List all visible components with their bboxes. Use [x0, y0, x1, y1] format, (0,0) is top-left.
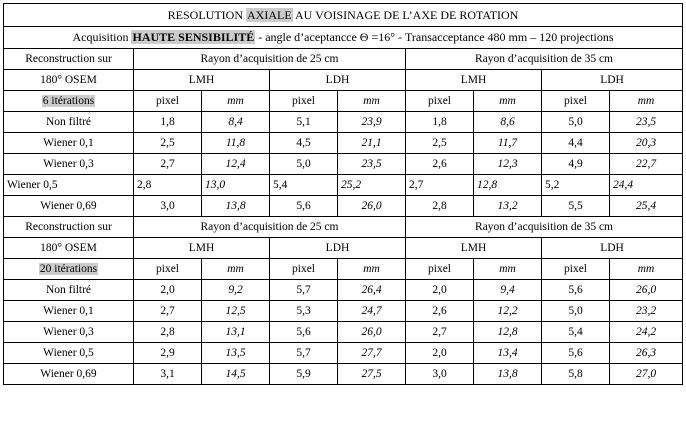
- mm-header: mm: [610, 91, 683, 112]
- mm-value: 13,1: [202, 322, 270, 343]
- acquisition-subtitle: Acquisition HAUTE SENSIBILITÉ - angle d’aceptancce Θ =16° - Transacceptance 480 mm – 120 projections: [4, 27, 683, 49]
- pixel-header: pixel: [542, 259, 610, 280]
- pixel-header: pixel: [406, 259, 474, 280]
- mm-value: 24,2: [610, 322, 683, 343]
- mm-header: mm: [338, 91, 406, 112]
- pixel-value: 2,5: [134, 133, 202, 154]
- pixel-value: 4,5: [270, 133, 338, 154]
- pixel-value: 3,1: [134, 364, 202, 385]
- pixel-value: 5,3: [270, 301, 338, 322]
- lmh-header: LMH: [134, 70, 270, 91]
- pixel-value: 5,0: [270, 154, 338, 175]
- table-row: [4, 154, 683, 175]
- pixel-value: 4,4: [542, 133, 610, 154]
- mm-value: 26,3: [610, 343, 683, 364]
- ldh-header: LDH: [270, 70, 406, 91]
- row-label: Wiener 0,5: [4, 175, 134, 196]
- mm-value: 23,5: [610, 112, 683, 133]
- pixel-header: pixel: [134, 91, 202, 112]
- pixel-value: 5,0: [542, 112, 610, 133]
- mm-value: 23,5: [338, 154, 406, 175]
- mm-value: 12,4: [202, 154, 270, 175]
- mm-header: mm: [202, 91, 270, 112]
- pixel-value: 5,1: [270, 112, 338, 133]
- mm-header: mm: [202, 259, 270, 280]
- pixel-value: 5,6: [270, 196, 338, 217]
- mm-value: 22,7: [610, 154, 683, 175]
- pixel-value: 2,8: [134, 175, 202, 196]
- mm-value: 25,4: [610, 196, 683, 217]
- mm-value: 20,3: [610, 133, 683, 154]
- mm-value: 13,0: [202, 175, 270, 196]
- pixel-value: 1,8: [406, 112, 474, 133]
- header-row: [4, 49, 683, 70]
- iterations-cell: [4, 91, 134, 112]
- mm-value: 9,2: [202, 280, 270, 301]
- recon-line2: 180° OSEM: [4, 238, 134, 259]
- mm-value: 14,5: [202, 364, 270, 385]
- mm-value: 27,0: [610, 364, 683, 385]
- mm-value: 13,2: [474, 196, 542, 217]
- mm-value: 12,3: [474, 154, 542, 175]
- table-row: [4, 112, 683, 133]
- table-row: [4, 301, 683, 322]
- pixel-value: 3,0: [406, 364, 474, 385]
- iterations-highlight: 6 itérations: [42, 94, 95, 107]
- mm-value: 13,8: [202, 196, 270, 217]
- mm-value: 11,8: [202, 133, 270, 154]
- pixel-value: 4,9: [542, 154, 610, 175]
- pixel-value: 2,5: [406, 133, 474, 154]
- resolution-table: [3, 3, 683, 385]
- table-row: [4, 364, 683, 385]
- lmh-header: LMH: [406, 70, 542, 91]
- mm-value: 25,2: [338, 175, 406, 196]
- pixel-value: 2,0: [134, 280, 202, 301]
- pixel-value: 5,6: [542, 343, 610, 364]
- table-row: [4, 133, 683, 154]
- recon-line1: Reconstruction sur: [4, 217, 134, 238]
- mm-value: 24,4: [610, 175, 683, 196]
- row-label: Wiener 0,1: [4, 301, 134, 322]
- ldh-header: LDH: [542, 70, 683, 91]
- mm-value: 13,5: [202, 343, 270, 364]
- mm-value: 23,9: [338, 112, 406, 133]
- recon-line2: 180° OSEM: [4, 70, 134, 91]
- rayon-35-header: Rayon d’acquisition de 35 cm: [406, 49, 683, 70]
- mm-value: 9,4: [474, 280, 542, 301]
- row-label: Wiener 0,69: [4, 196, 134, 217]
- mm-value: 11,7: [474, 133, 542, 154]
- header-row: [4, 238, 683, 259]
- mm-value: 26,0: [338, 322, 406, 343]
- recon-line1: Reconstruction sur: [4, 49, 134, 70]
- pixel-value: 5,0: [542, 301, 610, 322]
- pixel-value: 5,7: [270, 280, 338, 301]
- iterations-highlight: 20 itérations: [39, 262, 98, 275]
- pixel-value: 5,2: [542, 175, 610, 196]
- mm-header: mm: [610, 259, 683, 280]
- mm-value: 21,1: [338, 133, 406, 154]
- title-highlight: AXIALE: [247, 7, 292, 22]
- pixel-value: 2,0: [406, 280, 474, 301]
- lmh-header: LMH: [134, 238, 270, 259]
- pixel-value: 2,6: [406, 301, 474, 322]
- mm-value: 26,4: [338, 280, 406, 301]
- header-row: [4, 217, 683, 238]
- rayon-35-header: Rayon d’acquisition de 35 cm: [406, 217, 683, 238]
- pixel-value: 2,8: [134, 322, 202, 343]
- table-row: [4, 196, 683, 217]
- pixel-value: 2,7: [134, 154, 202, 175]
- pixel-header: pixel: [406, 91, 474, 112]
- lmh-header: LMH: [406, 238, 542, 259]
- mm-value: 23,2: [610, 301, 683, 322]
- ldh-header: LDH: [270, 238, 406, 259]
- table-row: [4, 280, 683, 301]
- pixel-header: pixel: [542, 91, 610, 112]
- pixel-value: 2,6: [406, 154, 474, 175]
- row-label: Non filtré: [4, 280, 134, 301]
- row-label: Non filtré: [4, 112, 134, 133]
- pixel-value: 1,8: [134, 112, 202, 133]
- rayon-25-header: Rayon d’acquisition de 25 cm: [134, 217, 406, 238]
- pixel-value: 2,7: [134, 301, 202, 322]
- mm-value: 12,8: [474, 322, 542, 343]
- mm-header: mm: [474, 259, 542, 280]
- pixel-value: 3,0: [134, 196, 202, 217]
- pixel-value: 5,7: [270, 343, 338, 364]
- pixel-value: 5,5: [542, 196, 610, 217]
- row-label: Wiener 0,5: [4, 343, 134, 364]
- header-row: [4, 259, 683, 280]
- pixel-value: 5,4: [542, 322, 610, 343]
- row-label: Wiener 0,3: [4, 154, 134, 175]
- table-row: [4, 175, 683, 196]
- mm-value: 13,8: [474, 364, 542, 385]
- mm-value: 26,0: [610, 280, 683, 301]
- pixel-value: 2,0: [406, 343, 474, 364]
- mm-value: 8,4: [202, 112, 270, 133]
- ldh-header: LDH: [542, 238, 683, 259]
- mm-value: 12,8: [474, 175, 542, 196]
- mm-value: 12,2: [474, 301, 542, 322]
- table-title: RESOLUTION AXIALE AU VOISINAGE DE L’AXE DE ROTATION: [4, 4, 683, 27]
- pixel-value: 5,6: [270, 322, 338, 343]
- mm-header: mm: [338, 259, 406, 280]
- header-row: [4, 70, 683, 91]
- subtitle-highlight: HAUTE SENSIBILITÉ: [132, 30, 255, 44]
- table-row: [4, 343, 683, 364]
- pixel-value: 5,4: [270, 175, 338, 196]
- pixel-value: 5,6: [542, 280, 610, 301]
- row-label: Wiener 0,3: [4, 322, 134, 343]
- pixel-value: 2,7: [406, 322, 474, 343]
- mm-value: 8,6: [474, 112, 542, 133]
- header-row: [4, 91, 683, 112]
- pixel-value: 2,9: [134, 343, 202, 364]
- mm-header: mm: [474, 91, 542, 112]
- rayon-25-header: Rayon d’acquisition de 25 cm: [134, 49, 406, 70]
- row-label: Wiener 0,69: [4, 364, 134, 385]
- mm-value: 12,5: [202, 301, 270, 322]
- row-label: Wiener 0,1: [4, 133, 134, 154]
- pixel-header: pixel: [134, 259, 202, 280]
- pixel-header: pixel: [270, 91, 338, 112]
- table-row: [4, 322, 683, 343]
- pixel-value: 5,9: [270, 364, 338, 385]
- pixel-value: 5,8: [542, 364, 610, 385]
- mm-value: 13,4: [474, 343, 542, 364]
- mm-value: 27,7: [338, 343, 406, 364]
- pixel-value: 2,7: [406, 175, 474, 196]
- pixel-header: pixel: [270, 259, 338, 280]
- iterations-cell: [4, 259, 134, 280]
- mm-value: 24,7: [338, 301, 406, 322]
- mm-value: 26,0: [338, 196, 406, 217]
- pixel-value: 2,8: [406, 196, 474, 217]
- mm-value: 27,5: [338, 364, 406, 385]
